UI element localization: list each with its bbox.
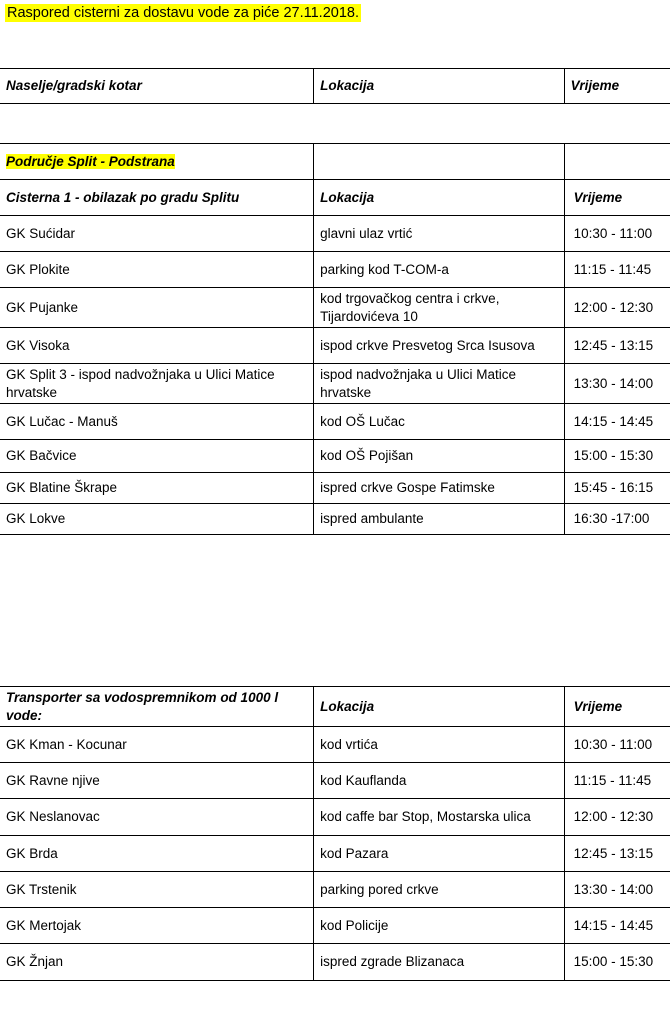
table-row xyxy=(0,404,670,440)
row-location: kod Kauflanda xyxy=(314,763,564,799)
table-row xyxy=(0,252,670,288)
row-place: GK Plokite xyxy=(0,252,314,288)
table2-header-location: Lokacija xyxy=(314,687,564,727)
row-time: 15:00 - 15:30 xyxy=(564,944,670,981)
table-row xyxy=(0,328,670,364)
table-row xyxy=(0,504,670,535)
row-time: 16:30 -17:00 xyxy=(564,504,670,535)
row-time: 12:00 - 12:30 xyxy=(564,799,670,836)
section-title-cell xyxy=(0,144,314,180)
row-location: ispred zgrade Blizanaca xyxy=(314,944,564,981)
row-time: 14:15 - 14:45 xyxy=(564,404,670,440)
row-time: 12:00 - 12:30 xyxy=(564,288,670,328)
table-row xyxy=(0,288,670,328)
section-title: Područje Split - Podstrana xyxy=(6,153,175,169)
table-row xyxy=(0,872,670,908)
table-row xyxy=(0,908,670,944)
table-row xyxy=(0,473,670,504)
row-place: GK Žnjan xyxy=(0,944,314,981)
row-place: GK Trstenik xyxy=(0,872,314,908)
row-place: GK Sućidar xyxy=(0,216,314,252)
row-location: kod OŠ Pojišan xyxy=(314,440,564,473)
row-location: glavni ulaz vrtić xyxy=(314,216,564,252)
row-time: 15:00 - 15:30 xyxy=(564,440,670,473)
row-location: ispred crkve Gospe Fatimske xyxy=(314,473,564,504)
row-time: 12:45 - 13:15 xyxy=(564,836,670,872)
row-location: ispod nadvožnjaka u Ulici Matice hrvatske xyxy=(314,364,564,404)
schedule-table-1 xyxy=(0,143,670,535)
row-time: 14:15 - 14:45 xyxy=(564,908,670,944)
row-location: kod vrtića xyxy=(314,727,564,763)
row-time: 13:30 - 14:00 xyxy=(564,364,670,404)
header-time: Vrijeme xyxy=(564,69,670,104)
table2-header-place: Transporter sa vodospremnikom od 1000 l vode: xyxy=(0,687,314,727)
row-place: GK Lokve xyxy=(0,504,314,535)
row-place: GK Visoka xyxy=(0,328,314,364)
table-row xyxy=(0,836,670,872)
table2-header-time: Vrijeme xyxy=(564,687,670,727)
row-time: 13:30 - 14:00 xyxy=(564,872,670,908)
table1-header-location: Lokacija xyxy=(314,180,564,216)
header-place: Naselje/gradski kotar xyxy=(0,69,314,104)
row-place: GK Mertojak xyxy=(0,908,314,944)
row-location: ispred ambulante xyxy=(314,504,564,535)
table1-header-time: Vrijeme xyxy=(564,180,670,216)
row-location: kod OŠ Lučac xyxy=(314,404,564,440)
row-place: GK Blatine Škrape xyxy=(0,473,314,504)
row-place: GK Pujanke xyxy=(0,288,314,328)
row-time: 11:15 - 11:45 xyxy=(564,252,670,288)
table-row xyxy=(0,440,670,473)
table-row xyxy=(0,364,670,404)
row-location: parking kod T-COM-a xyxy=(314,252,564,288)
row-location: kod caffe bar Stop, Mostarska ulica xyxy=(314,799,564,836)
row-location: kod Pazara xyxy=(314,836,564,872)
table-row xyxy=(0,727,670,763)
row-location: kod trgovačkog centra i crkve, Tijardovićeva 10 xyxy=(314,288,564,328)
table-row xyxy=(0,799,670,836)
row-place: GK Ravne njive xyxy=(0,763,314,799)
document-title: Raspored cisterni za dostavu vode za piće 27.11.2018. xyxy=(7,5,359,21)
row-place: GK Split 3 - ispod nadvožnjaka u Ulici Matice hrvatske xyxy=(0,364,314,404)
row-place: GK Bačvice xyxy=(0,440,314,473)
row-location: parking pored crkve xyxy=(314,872,564,908)
table-row xyxy=(0,763,670,799)
header-location: Lokacija xyxy=(314,69,564,104)
row-time: 15:45 - 16:15 xyxy=(564,473,670,504)
schedule-table-2 xyxy=(0,686,670,981)
row-place: GK Brda xyxy=(0,836,314,872)
table-row xyxy=(0,944,670,981)
table-row xyxy=(0,216,670,252)
row-time: 10:30 - 11:00 xyxy=(564,216,670,252)
table1-header-place: Cisterna 1 - obilazak po gradu Splitu xyxy=(0,180,314,216)
row-location: kod Policije xyxy=(314,908,564,944)
main-header-table xyxy=(0,68,670,104)
row-place: GK Neslanovac xyxy=(0,799,314,836)
row-place: GK Lučac - Manuš xyxy=(0,404,314,440)
row-time: 10:30 - 11:00 xyxy=(564,727,670,763)
row-time: 11:15 - 11:45 xyxy=(564,763,670,799)
row-time: 12:45 - 13:15 xyxy=(564,328,670,364)
row-location: ispod crkve Presvetog Srca Isusova xyxy=(314,328,564,364)
row-place: GK Kman - Kocunar xyxy=(0,727,314,763)
